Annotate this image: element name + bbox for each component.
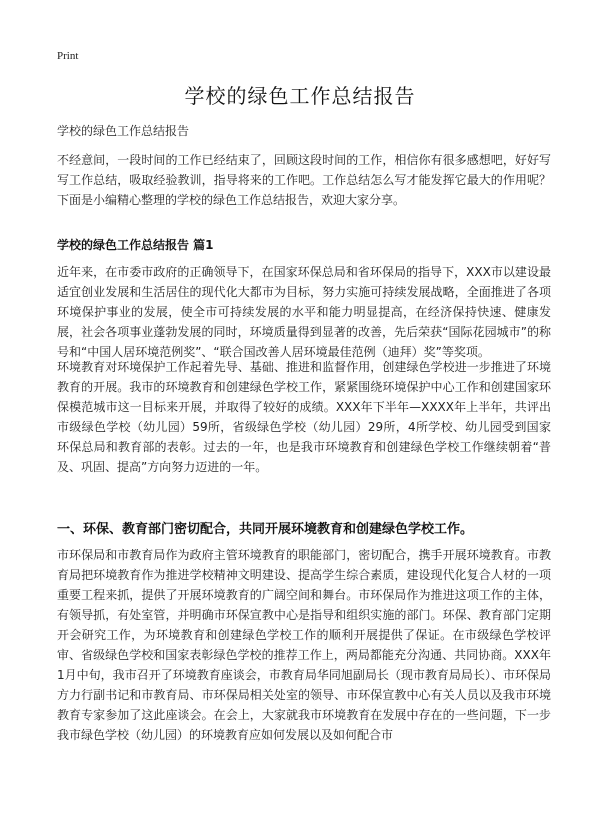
subtitle: 学校的绿色工作总结报告 [57, 124, 190, 138]
paragraph-1: 近年来，在市委市政府的正确领导下，在国家环保总局和省环保局的指导下，XXX市以建设最适宜创业发展和生活居住的现代化大都市为目标，努力实施可持续发展战略，全面推进了各项环境保护事业的发展，使全市可持续发展的水平和能力明显提高，在经济保持快速、健康发展，社会各项事业蓬勃发展的同时，环境质量得到显著的改善，先后荣获“国际花园城市”的称号和“中国人居环境范例奖”、“联合国改善人居环境最佳范例（迪拜）奖”等奖项。 [57, 265, 551, 359]
bold-heading: 一、环保、教育部门密切配合，共同开展环境教育和创建绿色学校工作。 [57, 522, 474, 537]
section-heading: 学校的绿色工作总结报告 篇1 [57, 238, 214, 252]
print-label[interactable]: Print [57, 50, 79, 62]
paragraph-2: 环境教育对环境保护工作起着先导、基础、推进和监督作用，创建绿色学校进一步推进了环境教育的开展。我市的环境教育和创建绿色学校工作，紧紧围绕环境保护中心工作和创建国家环保模范城市这一目标来开展，并取得了较好的成绩。XXX年下半年—XXXX年上半年，共评出市级绿色学校（幼儿园）59所，省级绿色学校（幼儿园）29所，4所学校、幼儿园受到国家环保总局和教育部的表彰。过去的一年，也是我市环境教育和创建绿色学校工作继续朝着“普及、巩固、提高”方向努力迈进的一年。 [57, 360, 551, 474]
intro-paragraph: 不经意间，一段时间的工作已经结束了，回顾这段时间的工作，相信你有很多感想吧，好好写写工作总结，吸取经验教训，指导将来的工作吧。工作总结怎么写才能发挥它最大的作用呢？下面是小编精心整理的学校的绿色工作总结报告，欢迎大家分享。 [57, 153, 551, 207]
page-title: 学校的绿色工作总结报告 [184, 84, 416, 108]
paragraph-3: 市环保局和市教育局作为政府主管环境教育的职能部门，密切配合，携手开展环境教育。市教育局把环境教育作为推进学校精神文明建设、提高学生综合素质，建设现代化复合人材的一项重要工程来抓，提供了开展环境教育的广阔空间和舞台。市环保局作为推进这项工作的主体，有领导抓，有处室管，并明确市环保宣教中心是指导和组织实施的部门。环保、教育部门定期开会研究工作，为环境教育和创建绿色学校工作的顺利开展提供了保证。在市级绿色学校评审、省级绿色学校和国家表彰绿色学校的推荐工作上，两局都能充分沟通、共同协商。XXX年1月中旬，我市召开了环境教育座谈会，市教育局华同旭副局长（现市教育局局长）、市环保局方力行副书记和市教育局、市环保局相关处室的领导、市环保宣教中心有关人员以及我市环境教育专家参加了这此座谈会。在会上，大家就我市环境教育在发展中存在的一些问题，下一步我市绿色学校（幼儿园）的环境教育应如何发展以及如何配合市 [57, 548, 551, 742]
